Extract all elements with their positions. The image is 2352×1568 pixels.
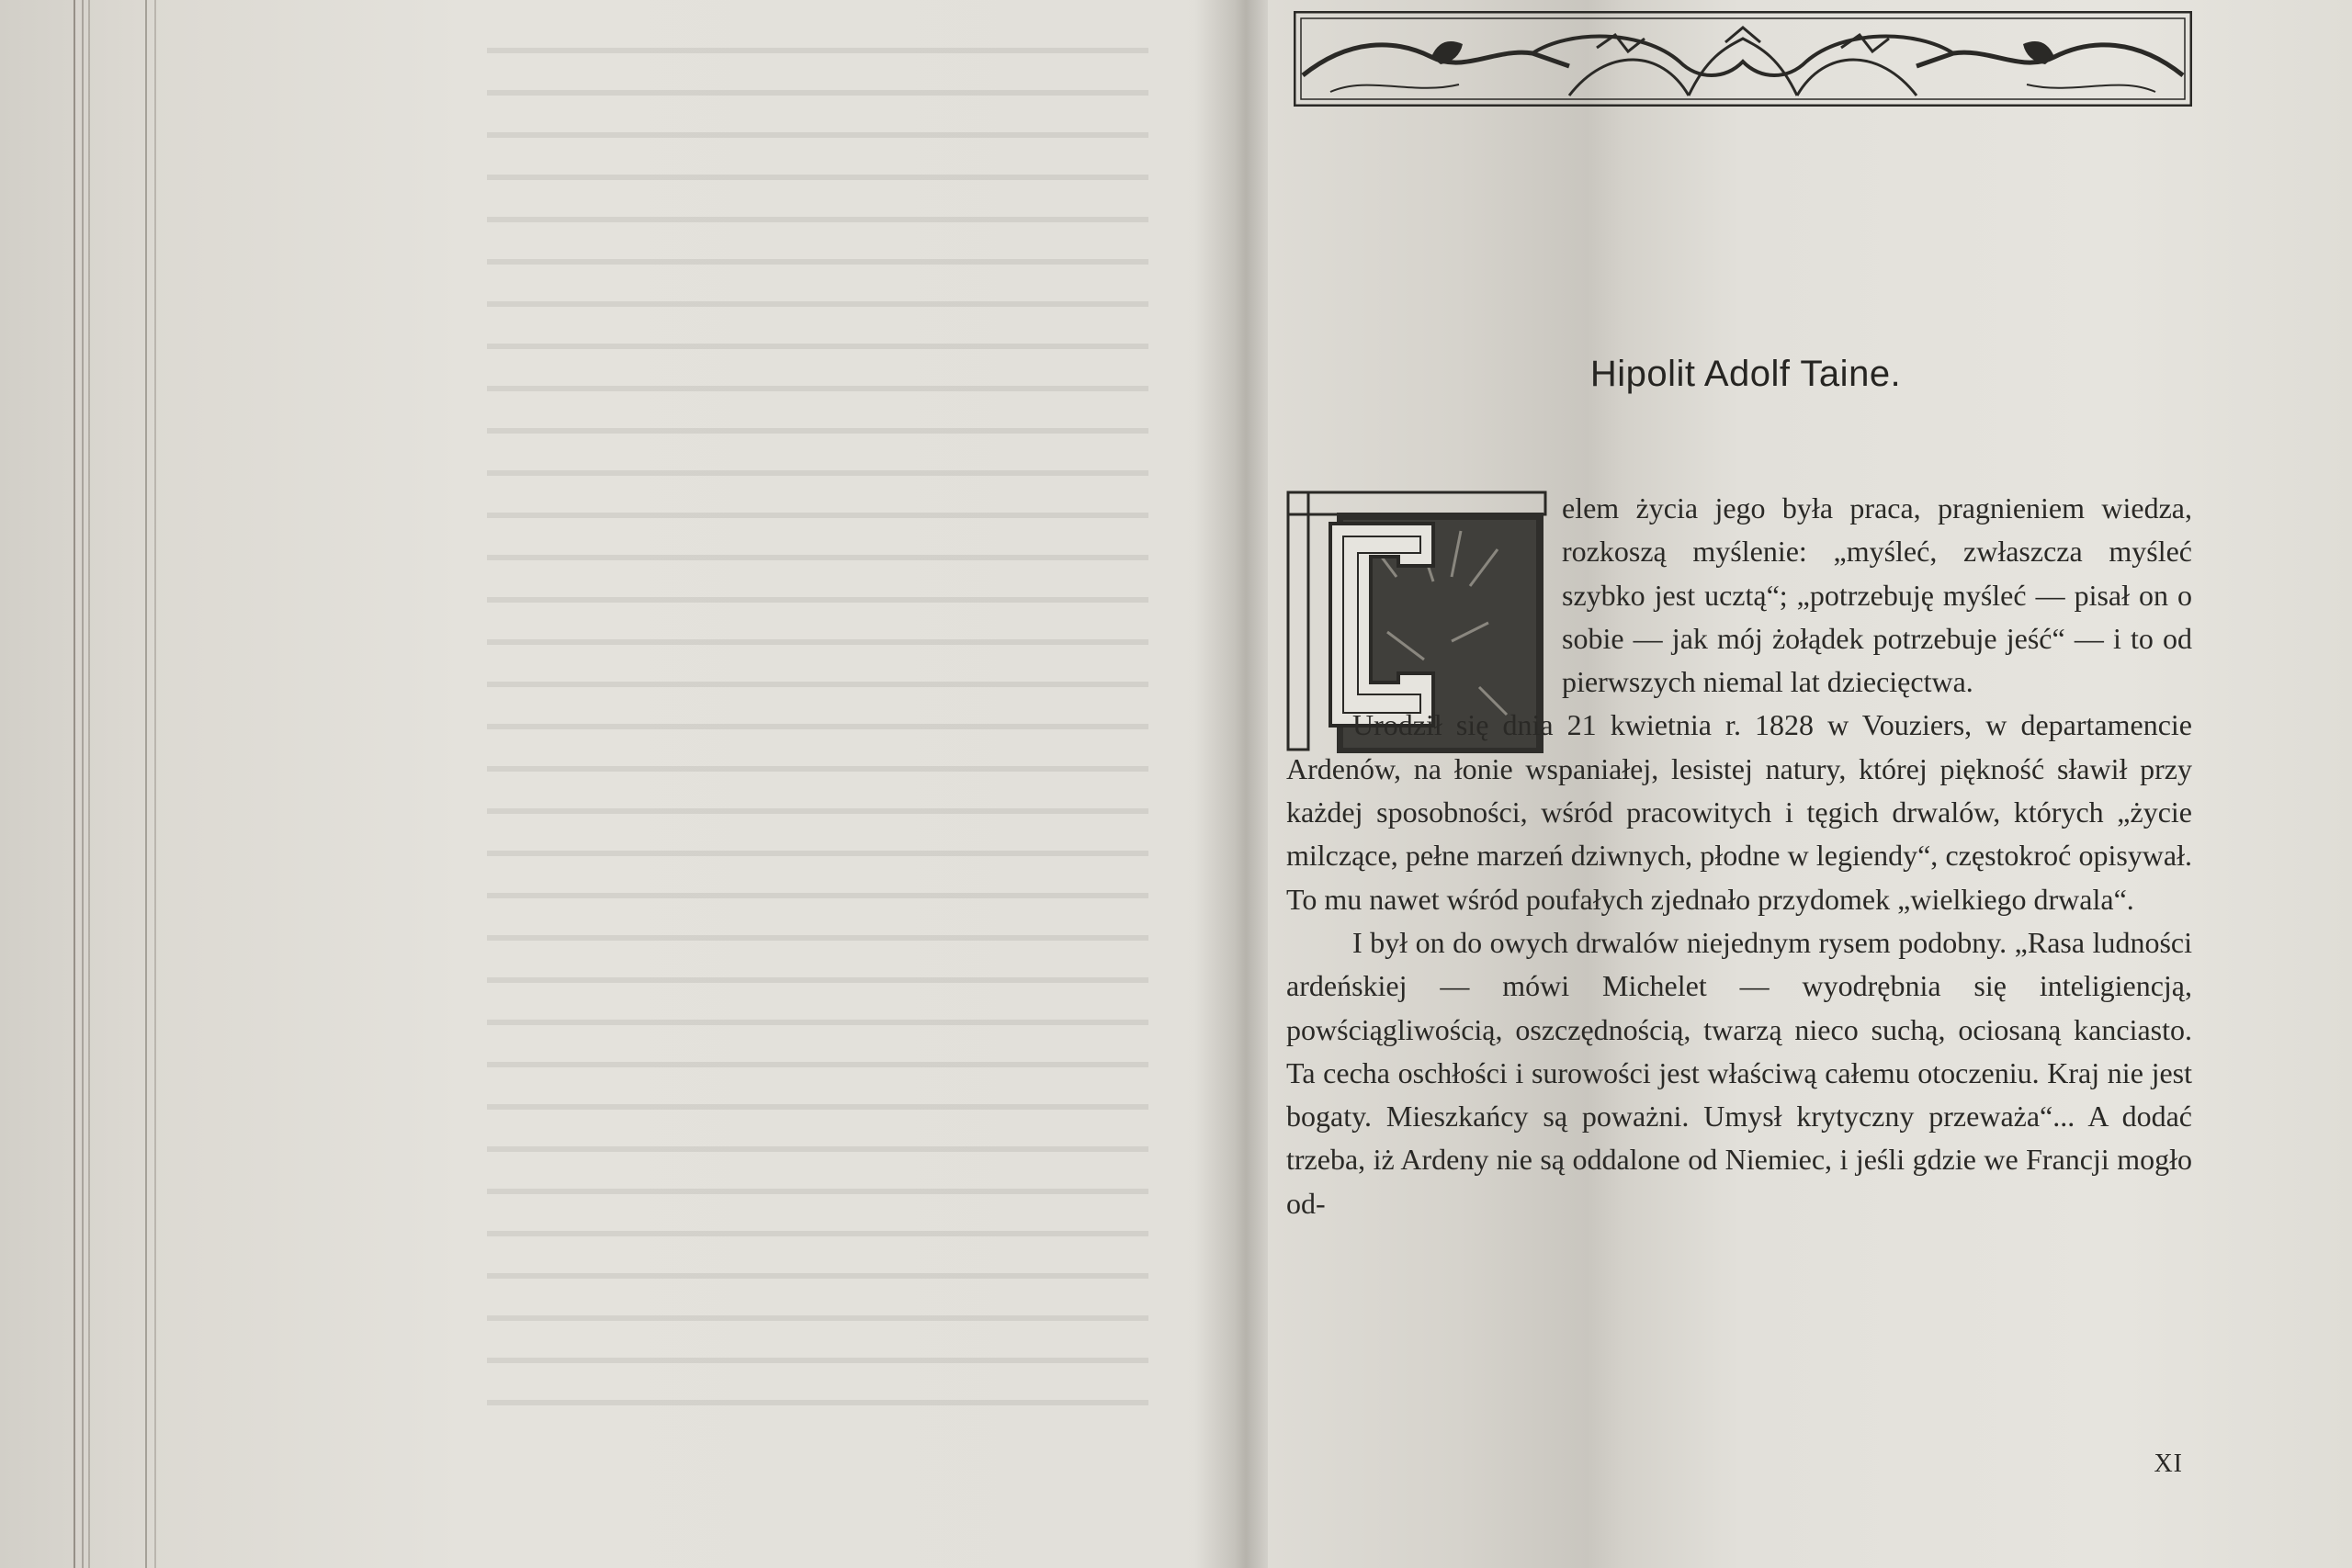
body-text <box>1286 487 2192 1225</box>
paragraph-1: elem życia jego była praca, pragnieniem wiedza, rozkoszą myślenie: „myśleć, zwłaszcza myśleć szybko jest ucztą“; „potrzebuję myśleć — pisał on o sobie — jak mój żołądek potrzebuje jeść“ — i to od pierwszych niemal lat dziecięctwa. <box>1562 491 2192 699</box>
gutter-shadow <box>1194 0 1268 1568</box>
left-page-show-through <box>487 28 1148 1405</box>
paragraph-3: I był on do owych drwalów niejednym rysem podobny. „Rasa ludności ardeńskiej — mówi Michelet — wyodrębnia się inteligiencją, powściągliwością, oszczędnością, twarzą nieco suchą, ociosaną kanciasto. Ta cecha oschłości i surowości jest właściwą całemu otoczeniu. Kraj nie jest bogaty. Mieszkańcy są poważni. Umysł krytyczny przeważa“... A dodać trzeba, iż Ardeny nie są oddalone od Niemiec, i jeśli gdzie we Francji mogło od- <box>1286 925 2192 1220</box>
right-page <box>1286 0 2205 1568</box>
drop-cap-letter: C <box>1286 485 1287 486</box>
page-number: XI <box>2154 1450 2183 1478</box>
paragraph-2: Urodził się dnia 21 kwietnia r. 1828 w Vouziers, w departamencie Ardenów, na łonie wspaniałej, lesistej natury, której piękność sławił przy każdej sposobności, wśród pracowitych i tęgich drwalów, których „życie milczące, pełne marzeń dziwnych, płodne w legiendy“, częstokroć opisywał. To mu nawet wśród poufałych zjednało przydomek „wielkiego drwala“. <box>1286 708 2192 916</box>
page-edge-lines <box>74 0 175 1568</box>
header-ornament <box>1294 11 2192 107</box>
chapter-title: Hipolit Adolf Taine. <box>1589 354 1902 394</box>
